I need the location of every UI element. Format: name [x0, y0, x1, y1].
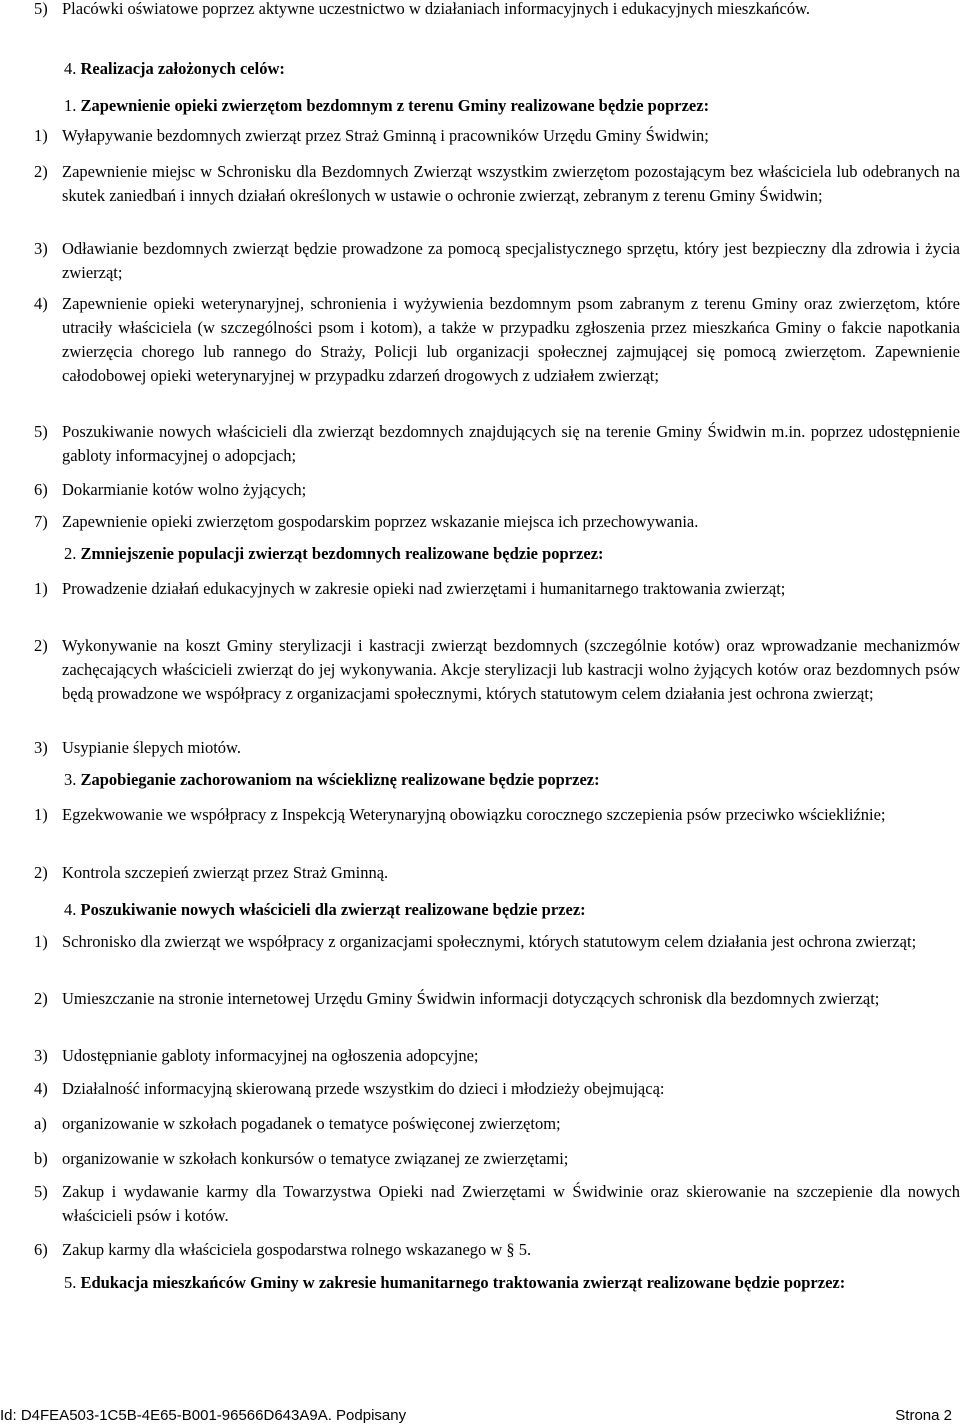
list-item-number: 4): [34, 1079, 48, 1098]
list-item: [34, 1112, 960, 1136]
list-item-text: Działalność informacyjną skierowaną przede wszystkim do dzieci i młodzieży obejmującą:: [62, 1079, 665, 1098]
list-item: [34, 987, 960, 1011]
list-item-text: Usypianie ślepych miotów.: [62, 738, 242, 757]
section-heading: [64, 542, 960, 566]
list-item-number: 2): [34, 636, 48, 655]
list-item-number: 5): [34, 1182, 48, 1201]
list-item-number: 3): [34, 239, 48, 258]
section-title: Realizacja założonych celów:: [80, 59, 285, 78]
list-item-text: Zakup i wydawanie karmy dla Towarzystwa Opieki nad Zwierzętami w Świdwinie oraz skierowanie na szczepienie dla nowych właścicieli psów i kotów.: [62, 1182, 960, 1225]
list-item-text: Zapewnienie miejsc w Schronisku dla Bezdomnych Zwierząt wszystkim zwierzętom pozostającym bez właściciela lub odebranych na skutek zaniedbań i innych działań określonych w ustawie o ochronie zwierząt, zebranym z terenu Gminy Świdwin;: [62, 162, 960, 205]
list-item: [34, 478, 960, 502]
section-number: 5.: [64, 1273, 77, 1292]
list-item-text: Prowadzenie działań edukacyjnych w zakresie opieki nad zwierzętami i humanitarnego traktowania zwierząt;: [62, 579, 786, 598]
list-item: [34, 124, 960, 148]
section-heading: [34, 1271, 960, 1295]
list-item-text: Dokarmianie kotów wolno żyjących;: [62, 480, 307, 499]
list-item-text: Umieszczanie na stronie internetowej Urzędu Gminy Świdwin informacji dotyczących schronisk dla bezdomnych zwierząt;: [62, 989, 880, 1008]
list-item: [34, 160, 960, 208]
list-item-number: 1): [34, 126, 48, 145]
list-item: [34, 1077, 960, 1101]
section-number: 4.: [64, 900, 77, 919]
list-item-text: Poszukiwanie nowych właścicieli dla zwierząt bezdomnych znajdujących się na terenie Gminy Świdwin m.in. poprzez udostępnienie gabloty informacyjnej o adopcjach;: [62, 422, 960, 465]
page-footer: [0, 1407, 952, 1425]
list-item-number: 1): [34, 932, 48, 951]
section-title: Zapobieganie zachorowaniom na wściekliznę realizowane będzie poprzez:: [80, 770, 600, 789]
section-number: 1.: [64, 96, 77, 115]
list-item-text: Kontrola szczepień zwierząt przez Straż Gminną.: [62, 863, 389, 882]
list-item-number: 6): [34, 1240, 48, 1259]
list-item-text: Zakup karmy dla właściciela gospodarstwa rolnego wskazanego w § 5.: [62, 1240, 532, 1259]
list-item-number: 3): [34, 1046, 48, 1065]
document-id: Id: D4FEA503-1C5B-4E65-B001-96566D643A9A. Podpisany: [0, 1407, 407, 1424]
section-title: Edukacja mieszkańców Gminy w zakresie humanitarnego traktowania zwierząt realizowane będzie poprzez:: [80, 1273, 846, 1292]
list-item-number: 2): [34, 989, 48, 1008]
section-heading: [64, 57, 960, 81]
list-item: [34, 1180, 960, 1228]
list-item-number: a): [34, 1114, 47, 1133]
section-number: 2.: [64, 544, 77, 563]
list-item: [34, 292, 960, 388]
list-item-text: Wyłapywanie bezdomnych zwierząt przez Straż Gminną i pracowników Urzędu Gminy Świdwin;: [62, 126, 709, 145]
list-item: [34, 634, 960, 706]
list-item-number: 2): [34, 162, 48, 181]
list-item-text: Schronisko dla zwierząt we współpracy z organizacjami społecznymi, których statutowym celem działania jest ochrona zwierząt;: [62, 932, 917, 951]
section-title: Zapewnienie opieki zwierzętom bezdomnym z terenu Gminy realizowane będzie poprzez:: [80, 96, 710, 115]
list-item: [34, 237, 960, 285]
list-item-text: Udostępnianie gabloty informacyjnej na ogłoszenia adopcyjne;: [62, 1046, 479, 1065]
list-item-number: 7): [34, 512, 48, 531]
section-title: Zmniejszenie populacji zwierząt bezdomnych realizowane będzie poprzez:: [80, 544, 604, 563]
section-heading: [64, 94, 960, 118]
list-item-text: Odławianie bezdomnych zwierząt będzie prowadzone za pomocą specjalistycznego sprzętu, który jest bezpieczny dla zdrowia i życia zwierząt;: [62, 239, 960, 282]
list-item-text: Egzekwowanie we współpracy z Inspekcją Weterynaryjną obowiązku corocznego szczepienia psów przeciwko wściekliźnie;: [62, 805, 886, 824]
list-item-text: Wykonywanie na koszt Gminy sterylizacji i kastracji zwierząt bezdomnych (szczególnie kotów) oraz wprowadzanie mechanizmów zachęcających właścicieli zwierząt do jej wykonywania. Akcje sterylizacji lub kastracji wolno żyjących kotów oraz bezdomnych psów będą prowadzone we współpracy z organizacjami społecznymi, których statutowym celem działania jest ochrona zwierząt;: [62, 636, 960, 703]
list-item-number: 5): [34, 0, 48, 18]
list-item: [34, 736, 960, 760]
list-item: [34, 1238, 960, 1262]
list-item: [34, 803, 960, 827]
list-item: [34, 420, 960, 468]
list-item-text: Zapewnienie opieki zwierzętom gospodarskim poprzez wskazanie miejsca ich przechowywania.: [62, 512, 699, 531]
list-item: [34, 0, 960, 21]
list-item: [34, 1147, 960, 1171]
section-heading: [64, 768, 960, 792]
list-item-text: Zapewnienie opieki weterynaryjnej, schronienia i wyżywienia bezdomnym psom zabranym z terenu Gminy oraz zwierzętom, które utraciły właściciela (w szczególności psom i kotom), a także w przypadku zgłoszenia przez mieszkańca Gminy o fakcie napotkania zwierzęcia chorego lub rannego do Straży, Policji lub organizacji społecznej zajmującej się pomocą zwierzętom. Zapewnienie całodobowej opieki weterynaryjnej w przypadku zdarzeń drogowych z udziałem zwierząt;: [62, 294, 960, 385]
list-item-number: 2): [34, 863, 48, 882]
page-number: Strona 2: [895, 1407, 952, 1424]
list-item-number: 6): [34, 480, 48, 499]
list-item-number: b): [34, 1149, 48, 1168]
list-item: [34, 930, 960, 954]
list-item: [34, 1044, 960, 1068]
list-item-number: 5): [34, 422, 48, 441]
list-item-number: 4): [34, 294, 48, 313]
list-item: [34, 861, 960, 885]
list-item-text: organizowanie w szkołach pogadanek o tematyce poświęconej zwierzętom;: [62, 1114, 561, 1133]
section-title: Poszukiwanie nowych właścicieli dla zwierząt realizowane będzie przez:: [80, 900, 586, 919]
section-number: 4.: [64, 59, 77, 78]
section-heading: [64, 898, 960, 922]
list-item: [34, 510, 960, 534]
list-item: [34, 577, 960, 601]
list-item-number: 1): [34, 805, 48, 824]
section-number: 3.: [64, 770, 77, 789]
list-item-text: organizowanie w szkołach konkursów o tematyce związanej ze zwierzętami;: [62, 1149, 569, 1168]
list-item-number: 3): [34, 738, 48, 757]
list-item-text: Placówki oświatowe poprzez aktywne uczestnictwo w działaniach informacyjnych i edukacyjnych mieszkańców.: [62, 0, 811, 18]
list-item-number: 1): [34, 579, 48, 598]
